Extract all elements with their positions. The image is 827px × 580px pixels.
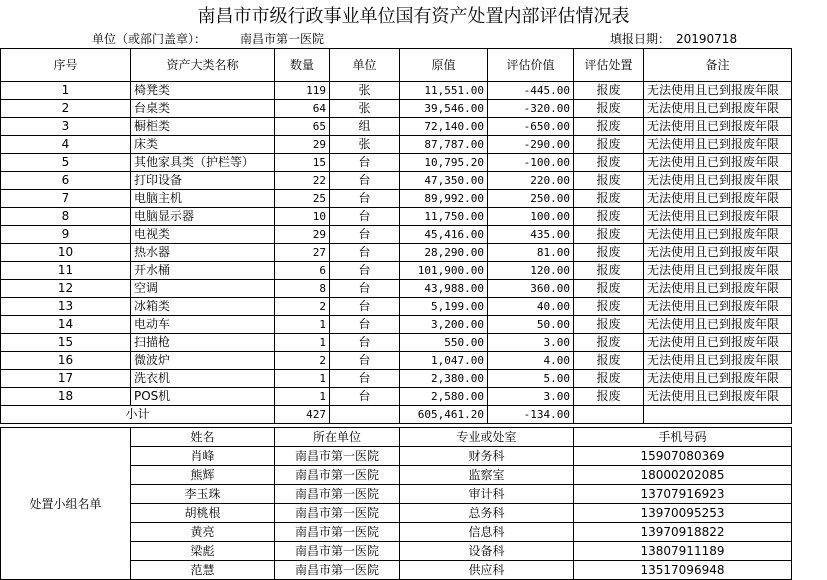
- cell-unit[interactable]: 台: [330, 388, 400, 406]
- cell-original-value[interactable]: 2,580.00: [400, 388, 488, 406]
- table-row: [1, 208, 792, 226]
- cell-evaluated-value[interactable]: 4.00: [488, 352, 574, 370]
- cell-original-value[interactable]: 11,750.00: [400, 208, 488, 226]
- cell-evaluated-value[interactable]: 435.00: [488, 226, 574, 244]
- cell-evaluated-value[interactable]: 40.00: [488, 298, 574, 316]
- cell-original-value[interactable]: 43,988.00: [400, 280, 488, 298]
- cell-disposal[interactable]: 报废: [574, 172, 644, 190]
- cell-disposal[interactable]: 报废: [574, 316, 644, 334]
- cell-disposal[interactable]: 报废: [574, 226, 644, 244]
- cell-original-value[interactable]: 2,380.00: [400, 370, 488, 388]
- cell-original-value[interactable]: 5,199.00: [400, 298, 488, 316]
- cell-disposal[interactable]: 报废: [574, 208, 644, 226]
- cell-no[interactable]: 12: [1, 280, 131, 298]
- cell-no[interactable]: 14: [1, 316, 131, 334]
- cell-original-value[interactable]: 87,787.00: [400, 136, 488, 154]
- cell-unit[interactable]: 台: [330, 190, 400, 208]
- cell-original-value[interactable]: 72,140.00: [400, 118, 488, 136]
- cell-no[interactable]: 16: [1, 352, 131, 370]
- empty-cell[interactable]: [574, 406, 644, 424]
- cell-no[interactable]: 6: [1, 172, 131, 190]
- cell-asset-name[interactable]: 椅凳类: [131, 82, 275, 100]
- cell-disposal[interactable]: 报废: [574, 352, 644, 370]
- cell-disposal[interactable]: 报废: [574, 82, 644, 100]
- cell-disposal[interactable]: 报废: [574, 298, 644, 316]
- member-phone[interactable]: 13807911189: [574, 542, 792, 561]
- table-row: [1, 244, 792, 262]
- cell-evaluated-value[interactable]: 3.00: [488, 388, 574, 406]
- cell-asset-name[interactable]: 其他家具类（护栏等）: [131, 154, 275, 172]
- cell-quantity[interactable]: 1: [275, 316, 330, 334]
- cell-quantity[interactable]: 27: [275, 244, 330, 262]
- team-label[interactable]: 处置小组名单: [1, 428, 131, 580]
- cell-no[interactable]: 9: [1, 226, 131, 244]
- cell-original-value[interactable]: 3,200.00: [400, 316, 488, 334]
- table-row: [1, 118, 792, 136]
- member-dept[interactable]: 总务科: [400, 504, 574, 523]
- member-phone[interactable]: 13517096948: [574, 561, 792, 580]
- cell-evaluated-value[interactable]: -290.00: [488, 136, 574, 154]
- cell-unit[interactable]: 张: [330, 82, 400, 100]
- table-row: [1, 352, 792, 370]
- cell-disposal[interactable]: 报废: [574, 388, 644, 406]
- cell-disposal[interactable]: 报废: [574, 100, 644, 118]
- cell-quantity[interactable]: 25: [275, 190, 330, 208]
- cell-evaluated-value[interactable]: 250.00: [488, 190, 574, 208]
- cell-no[interactable]: 2: [1, 100, 131, 118]
- member-name[interactable]: 范慧: [131, 561, 275, 580]
- cell-quantity[interactable]: 64: [275, 100, 330, 118]
- cell-remark[interactable]: 无法使用且已到报废年限: [644, 262, 792, 280]
- header-cell[interactable]: 序号: [1, 49, 131, 82]
- cell-unit[interactable]: 台: [330, 172, 400, 190]
- cell-no[interactable]: 7: [1, 190, 131, 208]
- cell-quantity[interactable]: 8: [275, 280, 330, 298]
- cell-remark[interactable]: 无法使用且已到报废年限: [644, 154, 792, 172]
- cell-original-value[interactable]: 1,047.00: [400, 352, 488, 370]
- cell-quantity[interactable]: 65: [275, 118, 330, 136]
- cell-disposal[interactable]: 报废: [574, 262, 644, 280]
- cell-asset-name[interactable]: 微波炉: [131, 352, 275, 370]
- cell-no[interactable]: 17: [1, 370, 131, 388]
- date-label: 填报日期：: [610, 32, 671, 46]
- header-cell[interactable]: 资产大类名称: [131, 49, 275, 82]
- table-row: [1, 298, 792, 316]
- table-row: [1, 190, 792, 208]
- member-unit[interactable]: 南昌市第一医院: [275, 504, 400, 523]
- cell-unit[interactable]: 台: [330, 154, 400, 172]
- cell-unit[interactable]: 台: [330, 262, 400, 280]
- member-name[interactable]: 肖峰: [131, 447, 275, 466]
- cell-no[interactable]: 18: [1, 388, 131, 406]
- table-row: [1, 334, 792, 352]
- cell-remark[interactable]: 无法使用且已到报废年限: [644, 100, 792, 118]
- cell-evaluated-value[interactable]: -445.00: [488, 82, 574, 100]
- cell-remark[interactable]: 无法使用且已到报废年限: [644, 82, 792, 100]
- cell-asset-name[interactable]: 开水桶: [131, 262, 275, 280]
- cell-unit[interactable]: 张: [330, 136, 400, 154]
- cell-quantity[interactable]: 10: [275, 208, 330, 226]
- cell-quantity[interactable]: 2: [275, 298, 330, 316]
- cell-evaluated-value[interactable]: 120.00: [488, 262, 574, 280]
- cell-remark[interactable]: 无法使用且已到报废年限: [644, 370, 792, 388]
- cell-quantity[interactable]: 22: [275, 172, 330, 190]
- cell-remark[interactable]: 无法使用且已到报废年限: [644, 118, 792, 136]
- member-dept[interactable]: 监察室: [400, 466, 574, 485]
- member-dept[interactable]: 设备科: [400, 542, 574, 561]
- cell-remark[interactable]: 无法使用且已到报废年限: [644, 316, 792, 334]
- cell-quantity[interactable]: 119: [275, 82, 330, 100]
- header-cell[interactable]: 数量: [275, 49, 330, 82]
- cell-remark[interactable]: 无法使用且已到报废年限: [644, 244, 792, 262]
- header-cell[interactable]: 评估价值: [488, 49, 574, 82]
- cell-asset-name[interactable]: 电脑主机: [131, 190, 275, 208]
- member-phone[interactable]: 15907080369: [574, 447, 792, 466]
- cell-no[interactable]: 13: [1, 298, 131, 316]
- cell-asset-name[interactable]: 橱柜类: [131, 118, 275, 136]
- cell-asset-name[interactable]: 热水器: [131, 244, 275, 262]
- member-name[interactable]: 胡桃根: [131, 504, 275, 523]
- member-phone[interactable]: 13970095253: [574, 504, 792, 523]
- cell-remark[interactable]: 无法使用且已到报废年限: [644, 388, 792, 406]
- unit-label: 单位（或部门盖章）：: [92, 32, 207, 46]
- header-cell[interactable]: 原值: [400, 49, 488, 82]
- cell-original-value[interactable]: 550.00: [400, 334, 488, 352]
- cell-no[interactable]: 4: [1, 136, 131, 154]
- cell-quantity[interactable]: 1: [275, 388, 330, 406]
- cell-evaluated-value[interactable]: 81.00: [488, 244, 574, 262]
- cell-unit[interactable]: 台: [330, 208, 400, 226]
- cell-evaluated-value[interactable]: -320.00: [488, 100, 574, 118]
- cell-remark[interactable]: 无法使用且已到报废年限: [644, 208, 792, 226]
- cell-asset-name[interactable]: 电视类: [131, 226, 275, 244]
- header-cell[interactable]: 备注: [644, 49, 792, 82]
- cell-quantity[interactable]: 1: [275, 370, 330, 388]
- member-name[interactable]: 黄亮: [131, 523, 275, 542]
- member-unit[interactable]: 南昌市第一医院: [275, 485, 400, 504]
- header-cell[interactable]: 评估处置: [574, 49, 644, 82]
- cell-original-value[interactable]: 101,900.00: [400, 262, 488, 280]
- cell-quantity[interactable]: 29: [275, 226, 330, 244]
- member-unit[interactable]: 南昌市第一医院: [275, 466, 400, 485]
- cell-asset-name[interactable]: 床类: [131, 136, 275, 154]
- cell-unit[interactable]: 台: [330, 352, 400, 370]
- cell-unit[interactable]: 台: [330, 244, 400, 262]
- table-row: [1, 262, 792, 280]
- table-row: [1, 280, 792, 298]
- cell-unit[interactable]: 台: [330, 280, 400, 298]
- subtotal-original-value[interactable]: 605,461.20: [400, 406, 488, 424]
- cell-asset-name[interactable]: 空调: [131, 280, 275, 298]
- cell-evaluated-value[interactable]: -650.00: [488, 118, 574, 136]
- table-row: [1, 136, 792, 154]
- cell-unit[interactable]: 台: [330, 370, 400, 388]
- cell-disposal[interactable]: 报废: [574, 190, 644, 208]
- team-table: [0, 427, 792, 580]
- member-unit[interactable]: 南昌市第一医院: [275, 542, 400, 561]
- cell-no[interactable]: 10: [1, 244, 131, 262]
- cell-quantity[interactable]: 1: [275, 334, 330, 352]
- cell-original-value[interactable]: 45,416.00: [400, 226, 488, 244]
- cell-quantity[interactable]: 6: [275, 262, 330, 280]
- subtotal-quantity[interactable]: 427: [275, 406, 330, 424]
- cell-original-value[interactable]: 28,290.00: [400, 244, 488, 262]
- unit-name: 南昌市第一医院: [240, 32, 325, 46]
- cell-asset-name[interactable]: 洗衣机: [131, 370, 275, 388]
- cell-disposal[interactable]: 报废: [574, 244, 644, 262]
- cell-evaluated-value[interactable]: 100.00: [488, 208, 574, 226]
- member-unit[interactable]: 南昌市第一医院: [275, 561, 400, 580]
- cell-disposal[interactable]: 报废: [574, 136, 644, 154]
- cell-remark[interactable]: 无法使用且已到报废年限: [644, 280, 792, 298]
- cell-original-value[interactable]: 10,795.20: [400, 154, 488, 172]
- cell-remark[interactable]: 无法使用且已到报废年限: [644, 190, 792, 208]
- cell-original-value[interactable]: 39,546.00: [400, 100, 488, 118]
- subtotal-label[interactable]: 小计: [1, 406, 275, 424]
- cell-unit[interactable]: 台: [330, 226, 400, 244]
- member-dept[interactable]: 审计科: [400, 485, 574, 504]
- cell-no[interactable]: 15: [1, 334, 131, 352]
- cell-remark[interactable]: 无法使用且已到报废年限: [644, 172, 792, 190]
- cell-asset-name[interactable]: 电脑显示器: [131, 208, 275, 226]
- subtotal-evaluated-value[interactable]: -134.00: [488, 406, 574, 424]
- cell-unit[interactable]: 台: [330, 334, 400, 352]
- date-value: 20190718: [676, 32, 738, 46]
- team-header-cell[interactable]: 专业或处室: [400, 428, 574, 447]
- page-title: 南昌市市级行政事业单位国有资产处置内部评估情况表: [197, 6, 630, 27]
- table-row: [1, 100, 792, 118]
- cell-asset-name[interactable]: 冰箱类: [131, 298, 275, 316]
- cell-remark[interactable]: 无法使用且已到报废年限: [644, 334, 792, 352]
- cell-disposal[interactable]: 报废: [574, 118, 644, 136]
- cell-disposal[interactable]: 报废: [574, 334, 644, 352]
- cell-asset-name[interactable]: 台桌类: [131, 100, 275, 118]
- cell-asset-name[interactable]: 电动车: [131, 316, 275, 334]
- team-header-cell[interactable]: 所在单位: [275, 428, 400, 447]
- cell-original-value[interactable]: 89,992.00: [400, 190, 488, 208]
- table-row: [1, 172, 792, 190]
- table-row: [1, 316, 792, 334]
- cell-evaluated-value[interactable]: 5.00: [488, 370, 574, 388]
- member-dept[interactable]: 供应科: [400, 561, 574, 580]
- member-name[interactable]: 李玉珠: [131, 485, 275, 504]
- cell-unit[interactable]: 组: [330, 118, 400, 136]
- cell-no[interactable]: 8: [1, 208, 131, 226]
- team-header-cell[interactable]: 姓名: [131, 428, 275, 447]
- table-row: [1, 226, 792, 244]
- cell-no[interactable]: 1: [1, 82, 131, 100]
- table-row: [1, 388, 792, 406]
- cell-asset-name[interactable]: POS机: [131, 388, 275, 406]
- member-phone[interactable]: 13707916923: [574, 485, 792, 504]
- cell-remark[interactable]: 无法使用且已到报废年限: [644, 298, 792, 316]
- cell-evaluated-value[interactable]: 360.00: [488, 280, 574, 298]
- cell-evaluated-value[interactable]: 220.00: [488, 172, 574, 190]
- team-header-row: [1, 428, 792, 447]
- member-unit[interactable]: 南昌市第一医院: [275, 447, 400, 466]
- cell-asset-name[interactable]: 扫描枪: [131, 334, 275, 352]
- cell-quantity[interactable]: 29: [275, 136, 330, 154]
- member-phone[interactable]: 13970918822: [574, 523, 792, 542]
- cell-original-value[interactable]: 47,350.00: [400, 172, 488, 190]
- cell-unit[interactable]: 张: [330, 100, 400, 118]
- cell-quantity[interactable]: 15: [275, 154, 330, 172]
- member-name[interactable]: 熊辉: [131, 466, 275, 485]
- cell-no[interactable]: 5: [1, 154, 131, 172]
- subtotal-row: [1, 406, 792, 424]
- cell-no[interactable]: 11: [1, 262, 131, 280]
- header-cell[interactable]: 单位: [330, 49, 400, 82]
- cell-asset-name[interactable]: 打印设备: [131, 172, 275, 190]
- cell-disposal[interactable]: 报废: [574, 154, 644, 172]
- member-unit[interactable]: 南昌市第一医院: [275, 523, 400, 542]
- cell-original-value[interactable]: 11,551.00: [400, 82, 488, 100]
- member-dept[interactable]: 信息科: [400, 523, 574, 542]
- cell-unit[interactable]: 台: [330, 298, 400, 316]
- cell-remark[interactable]: 无法使用且已到报废年限: [644, 352, 792, 370]
- cell-quantity[interactable]: 2: [275, 352, 330, 370]
- member-phone[interactable]: 18000202085: [574, 466, 792, 485]
- cell-evaluated-value[interactable]: -100.00: [488, 154, 574, 172]
- member-dept[interactable]: 财务科: [400, 447, 574, 466]
- table-row: [1, 154, 792, 172]
- empty-cell[interactable]: [644, 406, 792, 424]
- cell-disposal[interactable]: 报废: [574, 280, 644, 298]
- empty-cell[interactable]: [330, 406, 400, 424]
- cell-unit[interactable]: 台: [330, 316, 400, 334]
- cell-no[interactable]: 3: [1, 118, 131, 136]
- member-name[interactable]: 梁彪: [131, 542, 275, 561]
- cell-remark[interactable]: 无法使用且已到报废年限: [644, 136, 792, 154]
- table-row: [1, 82, 792, 100]
- cell-evaluated-value[interactable]: 3.00: [488, 334, 574, 352]
- cell-evaluated-value[interactable]: 50.00: [488, 316, 574, 334]
- asset-table: [0, 48, 792, 424]
- cell-remark[interactable]: 无法使用且已到报废年限: [644, 226, 792, 244]
- team-header-cell[interactable]: 手机号码: [574, 428, 792, 447]
- table-header-row: [1, 49, 792, 82]
- cell-disposal[interactable]: 报废: [574, 370, 644, 388]
- table-row: [1, 370, 792, 388]
